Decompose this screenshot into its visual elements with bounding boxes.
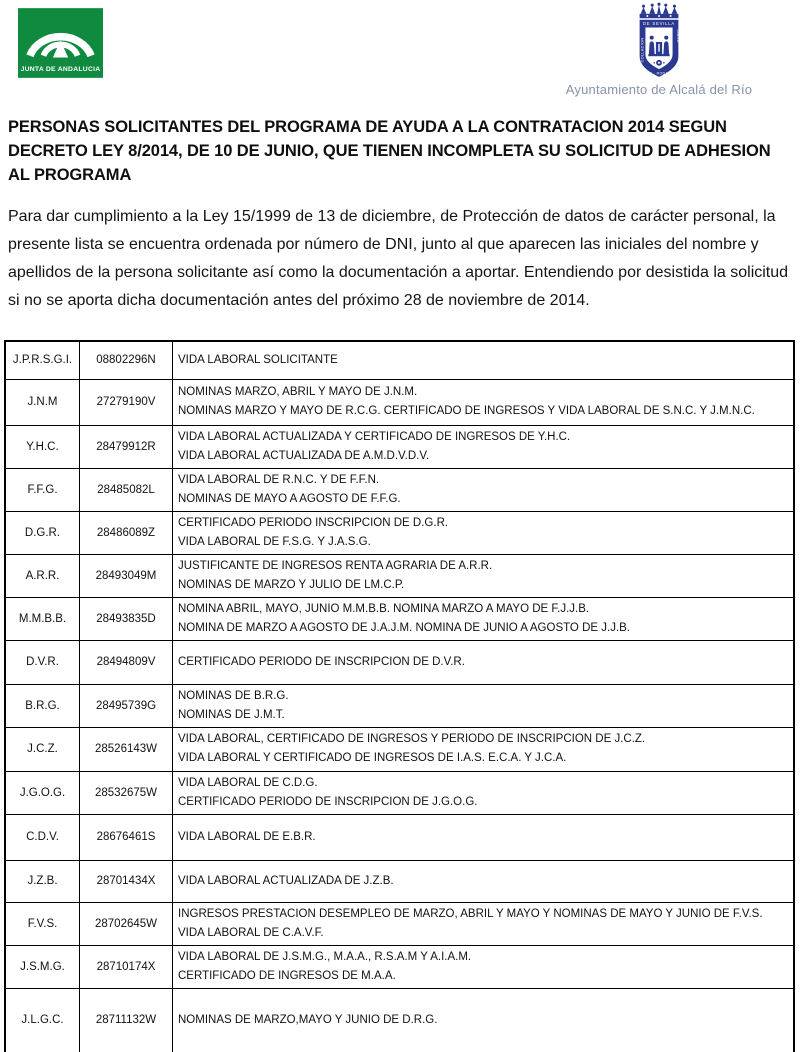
dni-cell: 08802296N (80, 341, 173, 379)
dni-cell: 28701434X (80, 860, 173, 902)
table-row (5, 468, 794, 511)
initials-cell: J.S.M.G. (5, 945, 80, 988)
docs-cell (173, 727, 795, 771)
docs-cell (173, 554, 795, 597)
docs-cell (173, 902, 795, 945)
doc-line: NOMINAS MARZO, ABRIL Y MAYO DE J.N.M. (178, 386, 418, 398)
seal-right-text: CALLE (675, 29, 680, 43)
docs-cell (173, 945, 795, 988)
initials-cell: J.Z.B. (5, 860, 80, 902)
doc-line: VIDA LABORAL DE J.S.M.G., M.A.A., R.S.A.M Y A.I.A.M. (178, 950, 472, 963)
doc-line: VIDA LABORAL DE E.B.R. (178, 830, 316, 843)
table-row (5, 860, 794, 902)
dni-cell: 28479912R (80, 425, 173, 468)
dni-cell: 28493835D (80, 597, 173, 640)
docs-cell (173, 341, 795, 379)
initials-cell: M.M.B.B. (5, 597, 80, 640)
initials-cell: B.R.G. (5, 684, 80, 727)
dni-cell: 28486089Z (80, 511, 173, 554)
initials-cell: F.V.S. (5, 902, 80, 945)
doc-line: CERTIFICADO DE INGRESOS DE M.A.A. (178, 969, 396, 982)
dni-cell: 28702645W (80, 902, 173, 945)
docs-cell (173, 771, 795, 814)
docs-cell (173, 511, 795, 554)
docs-cell (173, 468, 795, 511)
doc-line: VIDA LABORAL DE C.D.G. (178, 776, 318, 789)
table-row (5, 771, 794, 814)
dni-cell: 28711132W (80, 988, 173, 1052)
initials-cell: Y.H.C. (5, 425, 80, 468)
initials-cell: J.P.R.S.G.I. (5, 341, 80, 379)
doc-line: VIDA LABORAL SOLICITANTE (178, 353, 338, 366)
table-row (5, 640, 794, 684)
docs-cell (173, 684, 795, 727)
initials-cell: C.D.V. (5, 814, 80, 860)
dni-cell: 28493049M (80, 554, 173, 597)
table-row (5, 597, 794, 640)
table-row (5, 814, 794, 860)
doc-line: NOMINAS DE B.R.G. (178, 689, 289, 702)
page-title: PERSONAS SOLICITANTES DEL PROGRAMA DE AYUDA A LA CONTRATACION 2014 SEGUN DECRETO LEY 8/2014, DE 10 DE JUNIO, QUE TIENEN INCOMPLETA SU SOLICITUD DE ADHESION AL PROGRAMA (8, 118, 771, 184)
table-row (5, 727, 794, 771)
seal-top-text: DE SEVILLA (642, 21, 676, 27)
ayuntamiento-caption: Ayuntamiento de Alcalá del Río (565, 82, 753, 97)
alcala-del-rio-seal-icon (628, 2, 690, 80)
dni-cell: 27279190V (80, 379, 173, 425)
docs-cell (173, 988, 795, 1052)
doc-line: NOMINAS DE MAYO A AGOSTO DE F.F.G. (178, 492, 401, 505)
dni-cell: 28532675W (80, 771, 173, 814)
table-row (5, 945, 794, 988)
initials-cell: J.N.M (5, 379, 80, 425)
dni-cell: 28495739G (80, 684, 173, 727)
doc-line: VIDA LABORAL, CERTIFICADO DE INGRESOS Y PERIODO DE INSCRIPCION DE J.C.Z. (178, 733, 646, 745)
doc-line: CERTIFICADO PERIODO DE INSCRIPCION DE J.G.O.G. (178, 795, 478, 808)
doc-line: VIDA LABORAL ACTUALIZADA DE A.M.D.V.D.V. (178, 449, 430, 462)
doc-line: NOMINA ABRIL, MAYO, JUNIO M.M.B.B. NOMINA MARZO A MAYO DE F.J.J.B. (178, 602, 590, 615)
applicants-table (4, 340, 795, 1052)
doc-line: INGRESOS PRESTACION DESEMPLEO DE MARZO, ABRIL Y MAYO Y NOMINAS DE MAYO Y JUNIO DE F.V.S. VIDA LABORAL DE C.A.V.F. (178, 907, 763, 939)
initials-cell: D.V.R. (5, 640, 80, 684)
doc-line: VIDA LABORAL Y CERTIFICADO DE INGRESOS DE I.A.S. E.C.A. Y J.C.A. (178, 752, 567, 764)
intro-paragraph: Para dar cumplimiento a la Ley 15/1999 de 13 de diciembre, de Protección de datos de carácter personal, la presente lista se encuentra ordenada por número de DNI, junto al que aparecen las iniciales del nombre y apellidos de la persona solicitante así como la documentación a aportar. Entendiendo por desistida la solicitud si no se aporta dicha documentación antes del próximo 28 de noviembre de 2014. (8, 208, 789, 309)
doc-line: VIDA LABORAL DE R.N.C. Y DE F.F.N. (178, 473, 380, 486)
table-row (5, 379, 794, 425)
docs-cell (173, 640, 795, 684)
docs-cell (173, 860, 795, 902)
table-row (5, 425, 794, 468)
junta-logo-label: JUNTA DE ANDALUCIA (20, 66, 101, 74)
doc-line: CERTIFICADO PERIODO INSCRIPCION DE D.G.R. (178, 516, 449, 529)
table-row (5, 554, 794, 597)
seal-bottom-text: A · RODA (649, 71, 669, 76)
dni-cell: 28676461S (80, 814, 173, 860)
dni-cell: 28494809V (80, 640, 173, 684)
ayuntamiento-seal-block (560, 2, 758, 97)
docs-cell (173, 814, 795, 860)
initials-cell: A.R.R. (5, 554, 80, 597)
junta-logo-icon (18, 8, 103, 78)
initials-cell: J.C.Z. (5, 727, 80, 771)
doc-line: NOMINA DE MARZO A AGOSTO DE J.A.J.M. NOMINA DE JUNIO A AGOSTO DE J.J.B. (178, 621, 630, 634)
docs-cell (173, 425, 795, 468)
doc-line: VIDA LABORAL ACTUALIZADA Y CERTIFICADO DE INGRESOS DE Y.H.C. (178, 430, 571, 443)
doc-line: NOMINAS DE MARZO,MAYO Y JUNIO DE D.R.G. (178, 1013, 438, 1026)
table-row (5, 511, 794, 554)
dni-cell: 28485082L (80, 468, 173, 511)
doc-line: NOMINAS DE MARZO Y JULIO DE LM.C.P. (178, 578, 405, 591)
seal-left-text: COLLACION (640, 37, 645, 63)
doc-line: VIDA LABORAL ACTUALIZADA DE J.Z.B. (178, 874, 394, 887)
doc-line: NOMINAS DE J.M.T. (178, 708, 285, 721)
table-row (5, 684, 794, 727)
initials-cell: D.G.R. (5, 511, 80, 554)
table-row (5, 988, 794, 1052)
doc-line: VIDA LABORAL DE F.S.G. Y J.A.S.G. (178, 535, 371, 548)
initials-cell: J.L.G.C. (5, 988, 80, 1052)
doc-line: CERTIFICADO PERIODO DE INSCRIPCION DE D.V.R. (178, 655, 465, 668)
dni-cell: 28526143W (80, 727, 173, 771)
docs-cell (173, 597, 795, 640)
dni-cell: 28710174X (80, 945, 173, 988)
table-row (5, 341, 794, 379)
table-row (5, 902, 794, 945)
doc-line: NOMINAS MARZO Y MAYO DE R.C.G. CERTIFICADO DE INGRESOS Y VIDA LABORAL DE S.N.C. Y J.M.N.C. (178, 405, 755, 417)
docs-cell (173, 379, 795, 425)
initials-cell: J.G.O.G. (5, 771, 80, 814)
junta-de-andalucia-logo (18, 8, 103, 78)
doc-line: JUSTIFICANTE DE INGRESOS RENTA AGRARIA DE A.R.R. (178, 559, 493, 572)
initials-cell: F.F.G. (5, 468, 80, 511)
